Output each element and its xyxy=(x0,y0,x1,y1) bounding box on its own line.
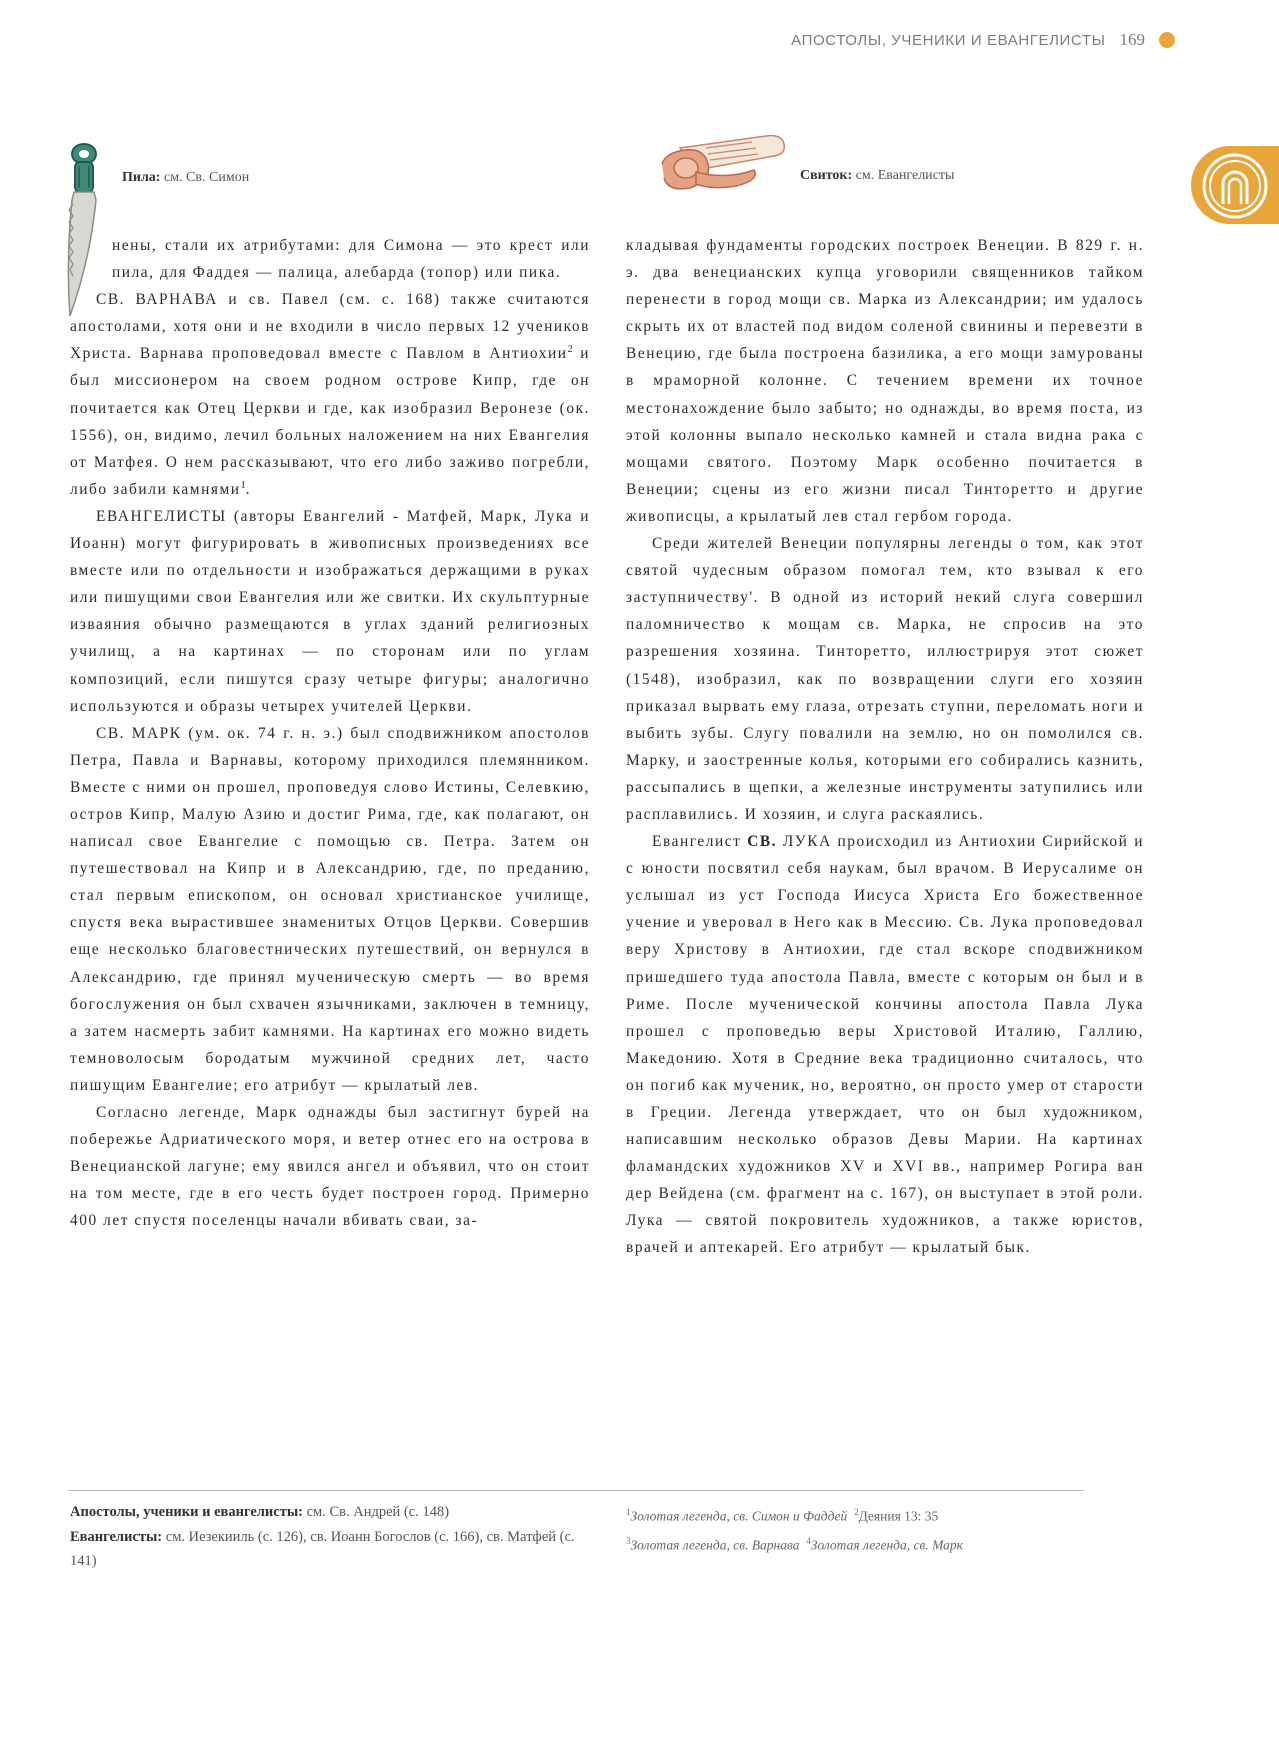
paragraph-venice-relics: кладывая фундаменты городских построек Венеции. В 829 г. н. э. два венецианских купца уговорили священников тайком перенести в город мощи св. Марка из Александрии; им удалось скрыть их от властей под видом соленой свинины и перевезти в Венецию, где была построена базилика, а его мощи замурованы в мраморной колонне. С течением времени их точное местонахождение было забыто; но однажды, во время поста, из этой колонны выпало несколько камней и стала видна рака с мощами святого. Поэтому Марк особенно почитается в Венеции; сцены из его жизни писал Тинторетто и другие живописцы, а крылатый лев стал гербом города. xyxy=(626,237,1144,525)
horseshoe-arch-icon xyxy=(1199,150,1271,222)
right-column xyxy=(626,232,1144,1262)
page-number: 169 xyxy=(1119,30,1145,49)
paragraph-barnabas-part-b: и был миссионером на своем родном острове Кипр, где он почитается как Отец Церкви и где, как изобразил Веронезе (ок. 1556), он, видимо, лечил больных наложением на них Евангелия от Матфея. О нем рассказывают, что его либо заживо погребли, либо забили камнями xyxy=(70,345,590,498)
footer-divider xyxy=(68,1490,1084,1491)
paragraph-mark-legend: Согласно легенде, Марк однажды был застигнут бурей на побережье Адриатического моря, и ветер отнес его на острова в Венецианской лагуне; ему явился ангел и объявил, что он стоит на том месте, где в его честь будет построен город. Примерно 400 лет спустя поселенцы начали вбивать сваи, за- xyxy=(70,1104,590,1230)
paragraph-saw-continuation: нены, стали их атрибутами: для Симона — это крест или пила, для Фаддея — палица, алебарда (топор) или пика. xyxy=(112,237,590,282)
paragraph-mark: СВ. МАРК (ум. ок. 74 г. н. э.) был сподвижником апостолов Петра, Павла и Варнавы, которому приходился племянником. Вместе с ними он прошел, проповедуя слово Истины, Селевкию, остров Кипр, Малую Азию и достиг Рима, где, как полагают, он написал свое Евангелие с помощью св. Петра. Затем он путешествовал на Кипр и в Александрию, где, по преданию, стал первым епископом, он основал христианское училище, спустя века вырастившее знаменитых Отцов Церкви. Совершив еще несколько благовестнических путешествий, он вернулся в Александрию, где принял мученическую смерть — во время богослужения он был схвачен язычниками, заключен в темницу, а затем насмерть забит камнями. На картинах его можно видеть темноволосым бородатым мужчиной средних лет, часто пишущим Евангелие; его атрибут — крылатый лев. xyxy=(70,724,590,1094)
saw-caption xyxy=(122,170,249,186)
footnotes-line-2 xyxy=(626,1529,1166,1558)
footnote-ref-1: 1 xyxy=(240,479,246,491)
scroll-caption-ref: см. Евангелисты xyxy=(855,168,955,183)
footnote-4-number: 4 xyxy=(806,1536,811,1546)
footnotes xyxy=(626,1500,1166,1558)
saw-caption-ref: см. Св. Симон xyxy=(163,170,250,185)
paragraph-luke-bold: СВ. xyxy=(747,833,778,851)
cross-reference-apostles-text: см. Св. Андрей (с. 148) xyxy=(303,1504,450,1520)
footnote-1-number: 1 xyxy=(626,1507,631,1517)
scroll-icon xyxy=(656,130,796,194)
footnote-2-text: Деяния 13: 35 xyxy=(858,1508,939,1524)
footnote-ref-2: 2 xyxy=(567,344,573,356)
paragraph-barnabas-part-a: СВ. ВАРНАВА и св. Павел (см. с. 168) также считаются апостолами, хотя они и не входили в число первых 12 учеников Христа. Варнава проповедовал вместе с Павлом в Антиохии xyxy=(70,291,590,363)
cross-reference-apostles-term: Апостолы, ученики и евангелисты: xyxy=(70,1504,303,1520)
running-header xyxy=(791,30,1175,50)
cross-references xyxy=(70,1500,590,1574)
cross-reference-evangelists xyxy=(70,1525,590,1574)
footnotes-line-1 xyxy=(626,1500,1166,1529)
running-header-title: АПОСТОЛЫ, УЧЕНИКИ И ЕВАНГЕЛИСТЫ xyxy=(791,31,1106,49)
footnote-3-number: 3 xyxy=(626,1536,631,1546)
paragraph-barnabas xyxy=(70,286,590,503)
paragraph-luke-lead: Евангелист xyxy=(652,833,748,851)
footnote-2-number: 2 xyxy=(854,1507,859,1517)
paragraph-barnabas-part-c: . xyxy=(245,480,251,498)
paragraph-venice-legends: Среди жителей Венеции популярны легенды о том, как этот святой чудесным образом помогал тем, кто взывал к его заступничеству'. В одной из историй некий слуга совершил паломничество к мощам св. Марка, не спросив на это разрешения хозяина. Тинторетто, иллюстрируя этот сюжет (1548), изобразил, как по возвращении слуги его хозяин приказал вырвать ему глаза, отрезать ступни, переломать ноги и выбить зубы. Слугу повалили на землю, но он помолился св. Марку, и заостренные колья, которыми его собирались казнить, рассыпались в щепки, а железные инструменты затупились или расплавились. И хозяин, и слуга раскаялись. xyxy=(626,535,1144,823)
chapter-tab xyxy=(1191,146,1279,224)
scroll-caption-term: Свиток: xyxy=(800,168,853,183)
scroll-caption xyxy=(800,168,954,184)
left-column xyxy=(70,232,590,1234)
saw-caption-term: Пила: xyxy=(122,170,161,185)
paragraph-luke xyxy=(626,828,1144,1262)
cross-reference-evangelists-term: Евангелисты: xyxy=(70,1528,163,1545)
accent-dot-icon xyxy=(1159,32,1175,48)
footnote-1-text: Золотая легенда, св. Симон и Фаддей xyxy=(630,1508,848,1524)
footnote-4-text: Золотая легенда, св. Марк xyxy=(810,1537,963,1553)
cross-reference-evangelists-text: см. Иезекииль (с. 126), св. Иоанн Богослов (с. 166), св. Матфей (с. 141) xyxy=(70,1528,575,1569)
paragraph-luke-rest: ЛУКА происходил из Антиохии Сирийской и с юности посвятил себя наукам, был врачом. В Иерусалиме он услышал из уст Господа Иисуса Христа Его божественное учение и уверовал в Него как в Мессию. Св. Лука проповедовал веру Христову в Антиохии, где стал вскоре сподвижником пришедшего туда апостола Павла, вместе с которым он был и в Риме. После мученической кончины апостола Павла Лука прошел с проповедью веры Христовой Италию, Галлию, Македонию. Хотя в Средние века традиционно считалось, что он погиб как мученик, но, вероятно, он просто умер от старости в Греции. Легенда утверждает, что он был художником, написавшим несколько образов Девы Марии. На картинах фламандских художников XV и XVI вв., например Рогира ван дер Вейдена (см. фрагмент на с. 167), он выступает в этой роли. Лука — святой покровитель художников, а также юристов, врачей и аптекарей. Его атрибут — крылатый бык. xyxy=(626,833,1144,1257)
footnote-3-text: Золотая легенда, св. Варнава xyxy=(630,1537,800,1553)
paragraph-evangelists: ЕВАНГЕЛИСТЫ (авторы Евангелий - Матфей, Марк, Лука и Иоанн) могут фигурировать в живописных произведениях все вместе или по отдельности и изображаться держащими в руках или пишущими свои Евангелия или же свитки. Их скульптурные изваяния обычно размещаются в углах зданий религиозных училищ, а на картинах — по сторонам или по углам композиций, если пишутся сразу четыре фигуры; аналогично используются и образы четырех учителей Церкви. xyxy=(70,507,590,715)
cross-reference-apostles xyxy=(70,1500,590,1525)
